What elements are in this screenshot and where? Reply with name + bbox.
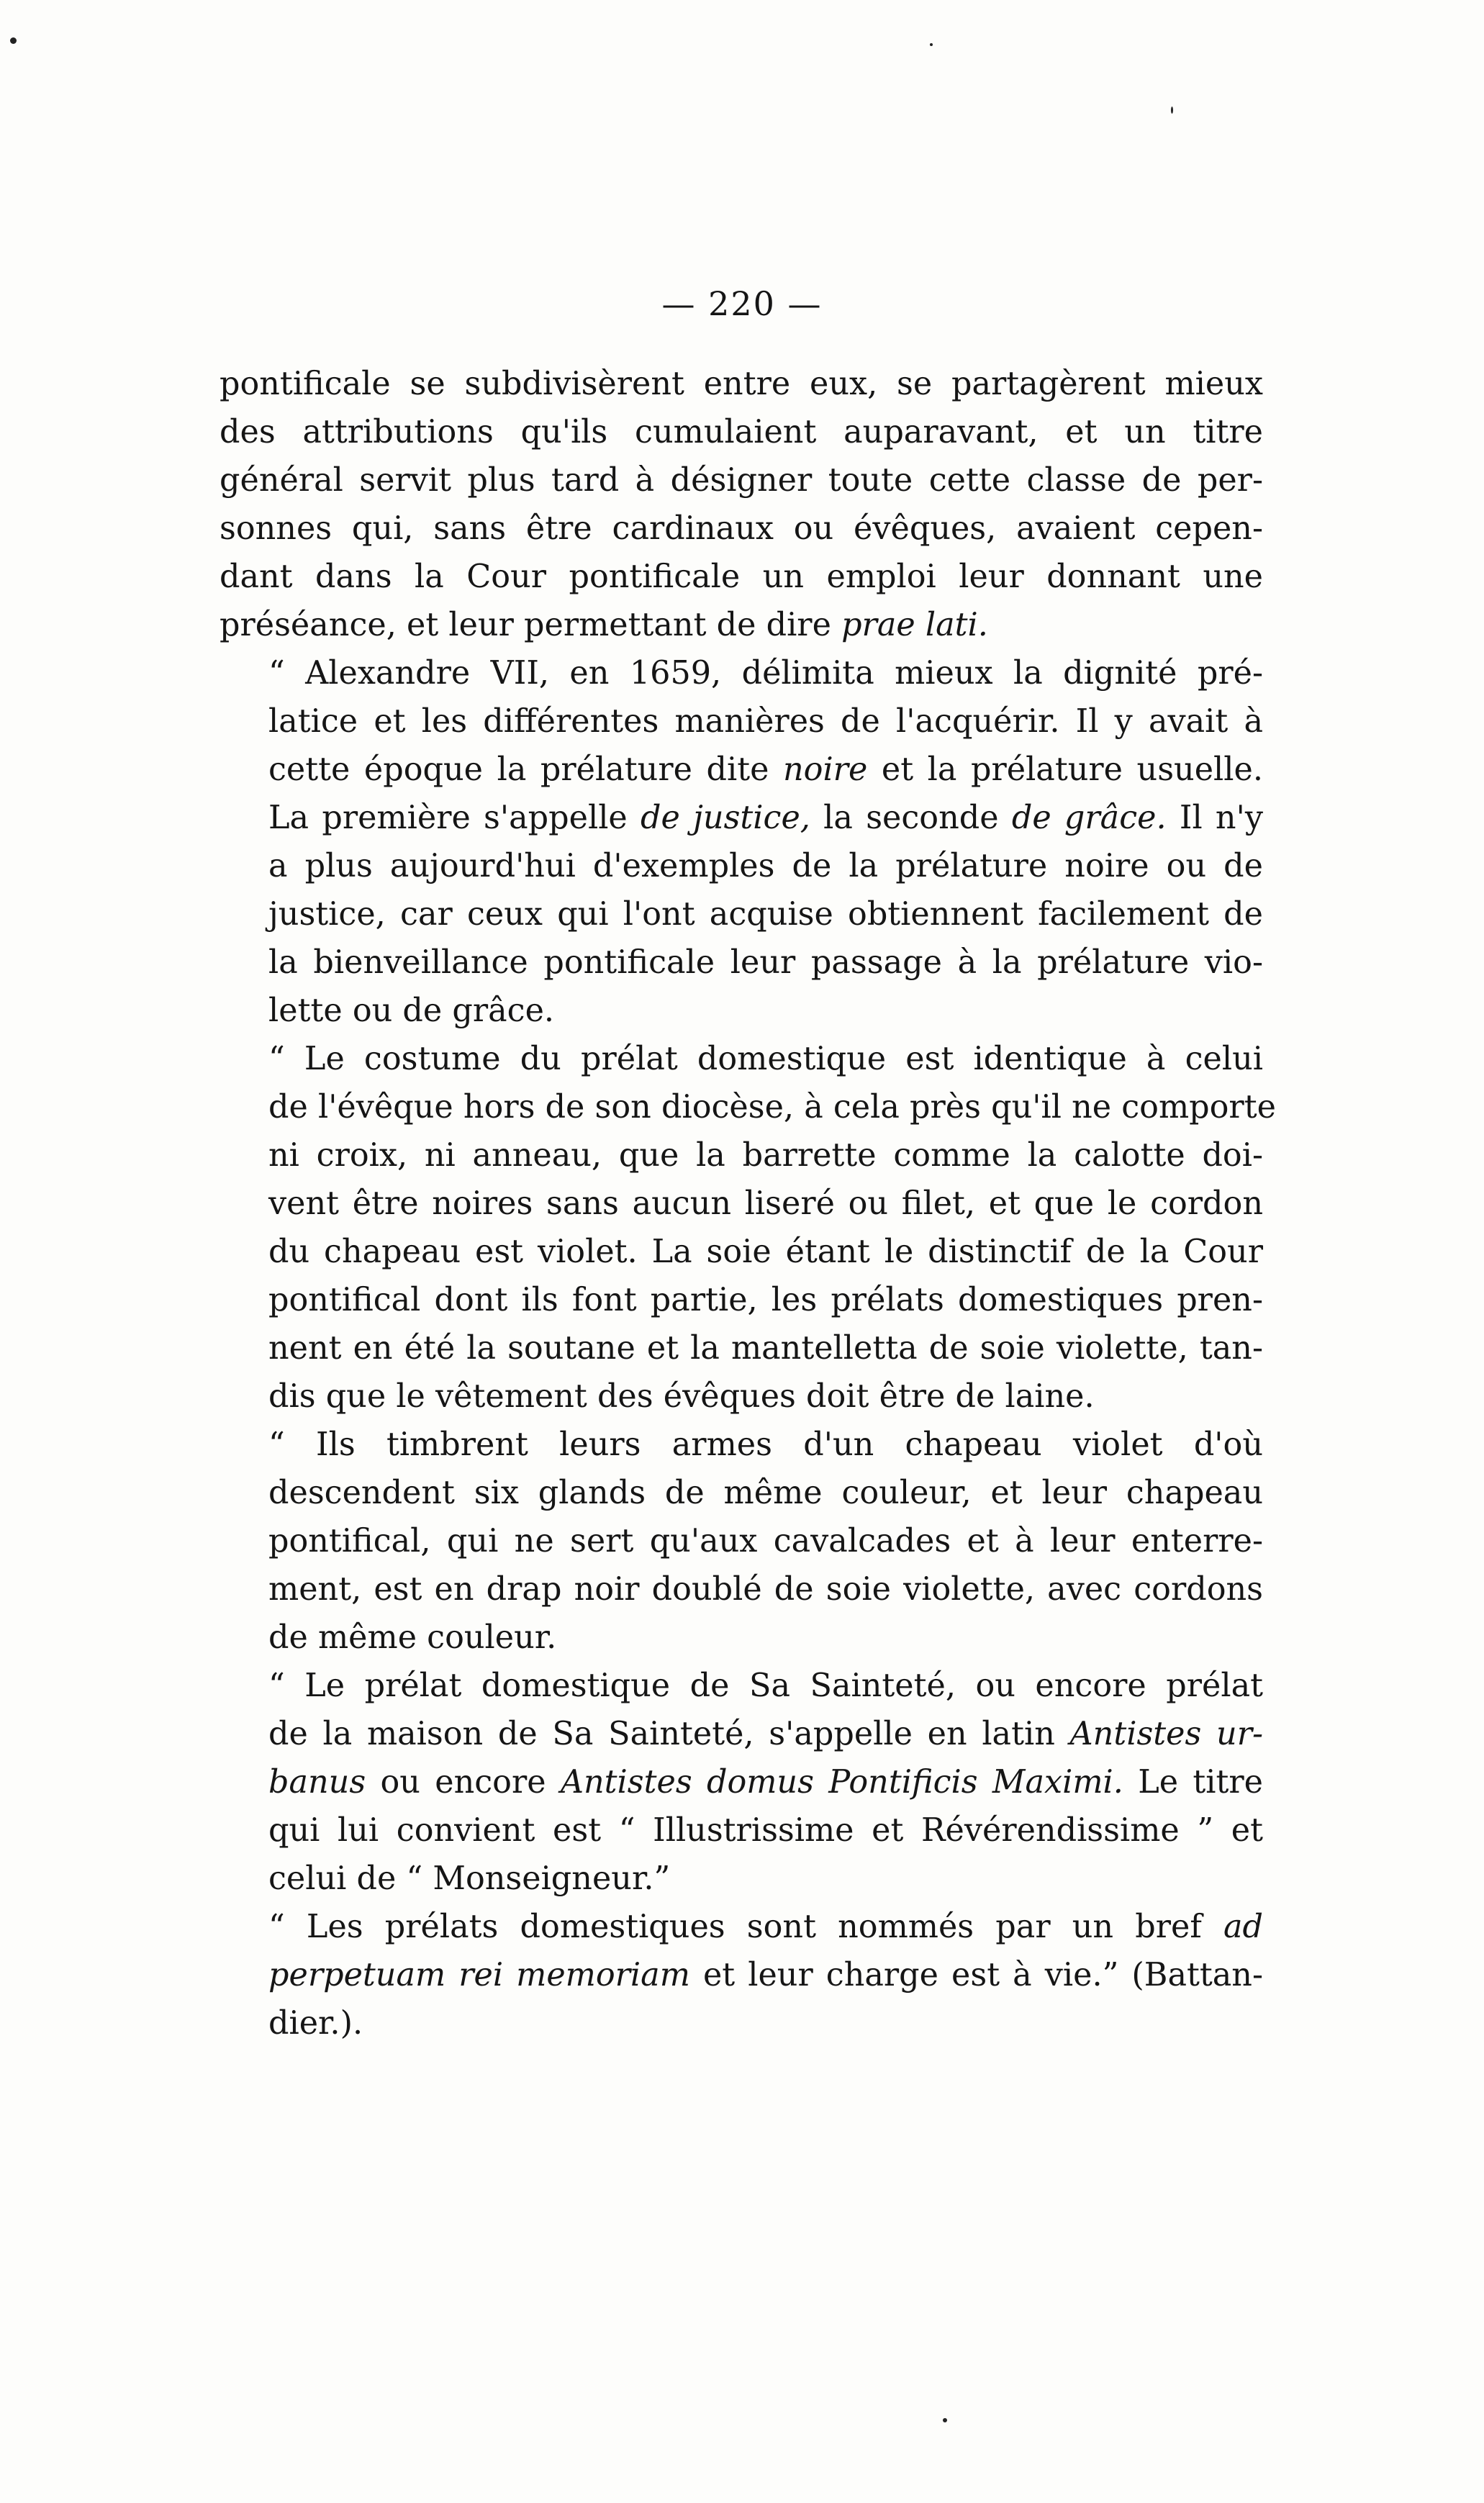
text-line — [220, 1662, 1263, 1710]
text-line — [220, 746, 1263, 794]
paragraph — [220, 360, 1263, 649]
text-line — [220, 1903, 1263, 1951]
text-segment: descendent six glands de même couleur, et leur chapeau — [268, 1475, 1263, 1511]
text-line — [220, 1613, 1263, 1662]
text-segment: de l'évêque hors de son diocèse, à cela près qu'il ne comporte — [268, 1089, 1276, 1126]
text-segment: dis que le vêtement des évêques doit être de laine. — [268, 1378, 1095, 1415]
italic-text: perpetuam rei memoriam — [268, 1957, 690, 1993]
text-line — [220, 1372, 1263, 1421]
text-segment: de même couleur. — [268, 1619, 557, 1656]
paragraph — [220, 649, 1263, 1035]
text-segment: “ Les prélats domestiques sont nommés par un bref — [268, 1909, 1223, 1945]
text-segment: la seconde — [810, 800, 1012, 836]
text-segment: Le titre — [1123, 1764, 1263, 1801]
text-line — [220, 360, 1263, 408]
scan-speck — [930, 43, 933, 46]
text-segment: celui de “ Monseigneur.” — [268, 1860, 671, 1897]
text-segment: ni croix, ni anneau, que la barrette comme la calotte doi- — [268, 1137, 1263, 1174]
text-line — [220, 1999, 1263, 2047]
text-segment: a plus aujourd'hui d'exemples de la prélature noire ou de — [268, 848, 1263, 884]
text-segment: “ Alexandre VII, en 1659, délimita mieux la dignité pré- — [268, 655, 1263, 692]
text-segment: “ Le prélat domestique de Sa Sainteté, ou encore prélat — [268, 1667, 1263, 1704]
text-line — [220, 1469, 1263, 1517]
text-segment: vent être noires sans aucun liseré ou filet, et que le cordon — [268, 1185, 1263, 1222]
text-segment: La première s'appelle — [268, 800, 641, 836]
text-segment: “ Ils timbrent leurs armes d'un chapeau violet d'où — [268, 1426, 1263, 1463]
text-segment: la bienveillance pontificale leur passage à la prélature vio- — [268, 944, 1263, 981]
text-line — [220, 1710, 1263, 1758]
italic-text: Antistes ur- — [1069, 1716, 1263, 1752]
text-segment: pontifical dont ils font partie, les prélats domestiques pren- — [268, 1282, 1263, 1318]
text-line — [220, 1228, 1263, 1276]
text-line — [220, 987, 1263, 1035]
scan-speck — [943, 2418, 947, 2422]
text-segment: pontificale se subdivisèrent entre eux, se partagèrent mieux — [220, 366, 1263, 402]
text-segment: ou encore — [366, 1764, 561, 1801]
text-segment: et la prélature usuelle. — [867, 751, 1263, 788]
italic-text: prae lati. — [841, 607, 988, 643]
italic-text: de justice, — [641, 800, 810, 836]
text-segment: justice, car ceux qui l'ont acquise obtiennent facilement de — [268, 896, 1263, 933]
text-segment: dant dans la Cour pontificale un emploi leur donnant une — [220, 558, 1263, 595]
text-line — [220, 1855, 1263, 1903]
text-segment: Il n'y — [1166, 800, 1263, 836]
text-line — [220, 1806, 1263, 1855]
italic-text: ad — [1223, 1909, 1263, 1945]
text-segment: dier.). — [268, 2005, 363, 2042]
italic-text: banus — [268, 1764, 366, 1801]
text-segment: pontifical, qui ne sert qu'aux cavalcades et à leur enterre- — [268, 1523, 1263, 1560]
text-segment: sonnes qui, sans être cardinaux ou évêques, avaient cepen- — [220, 510, 1263, 547]
body-text — [220, 360, 1276, 2047]
paragraph — [220, 1421, 1263, 1662]
italic-text: noire — [783, 751, 868, 788]
text-line — [220, 1421, 1263, 1469]
text-line — [220, 504, 1263, 553]
text-line — [220, 601, 1263, 649]
text-line — [220, 1180, 1263, 1228]
text-line — [220, 1324, 1263, 1372]
text-segment: qui lui convient est “ Illustrissime et Révérendissime ” et — [268, 1812, 1263, 1849]
text-line — [220, 1951, 1263, 1999]
text-line — [220, 1131, 1263, 1180]
text-line — [220, 456, 1263, 504]
text-segment: latice et les différentes manières de l'acquérir. Il y avait à — [268, 703, 1263, 740]
text-segment: de la maison de Sa Sainteté, s'appelle en latin — [268, 1716, 1070, 1752]
text-line — [220, 1517, 1263, 1565]
text-line — [220, 938, 1263, 987]
text-segment: lette ou de grâce. — [268, 992, 555, 1029]
page-number: — 220 — — [661, 284, 823, 323]
scan-speck — [1171, 107, 1173, 114]
text-segment: cette époque la prélature dite — [268, 751, 783, 788]
text-line — [220, 649, 1263, 697]
text-line — [220, 1035, 1263, 1083]
text-segment: ment, est en drap noir doublé de soie violette, avec cordons — [268, 1571, 1263, 1608]
text-line — [220, 1758, 1263, 1806]
text-segment: préséance, et leur permettant de dire — [220, 607, 842, 643]
scan-speck — [10, 37, 17, 44]
paragraph — [220, 1662, 1263, 1903]
paragraph — [220, 1903, 1263, 2047]
italic-text: Antistes domus Pontificis Maximi. — [560, 1764, 1123, 1801]
text-segment: du chapeau est violet. La soie étant le distinctif de la Cour — [268, 1234, 1263, 1270]
text-segment: nent en été la soutane et la mantelletta de soie violette, tan- — [268, 1330, 1263, 1367]
text-line — [220, 697, 1263, 746]
text-segment: général servit plus tard à désigner toute cette classe de per- — [220, 462, 1263, 499]
text-line — [220, 1083, 1276, 1131]
text-line — [220, 1565, 1263, 1613]
text-segment: des attributions qu'ils cumulaient auparavant, et un titre — [220, 414, 1263, 451]
text-line — [220, 553, 1263, 601]
text-line — [220, 842, 1263, 890]
text-segment: et leur charge est à vie.” (Battan- — [689, 1957, 1263, 1993]
text-line — [220, 794, 1263, 842]
paragraph — [220, 1035, 1276, 1421]
text-line — [220, 1276, 1263, 1324]
text-line — [220, 890, 1263, 938]
italic-text: de grâce. — [1011, 800, 1167, 836]
text-segment: “ Le costume du prélat domestique est identique à celui — [268, 1041, 1263, 1077]
text-line — [220, 408, 1263, 456]
